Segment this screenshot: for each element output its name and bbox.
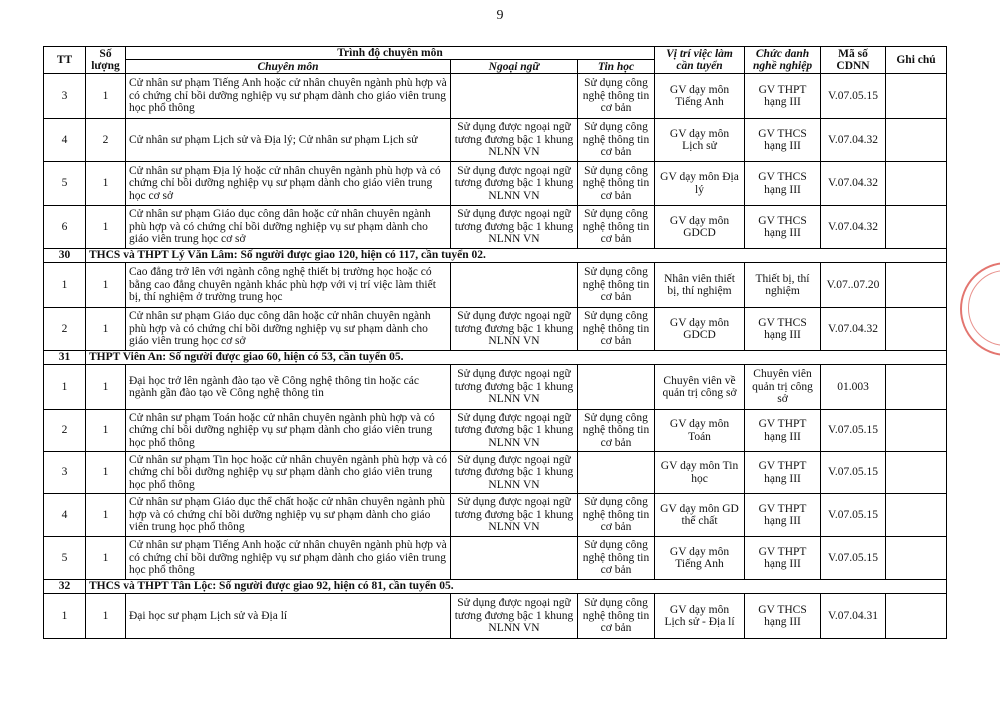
cell-tin-hoc: Sử dụng công nghệ thông tin cơ bản (578, 308, 655, 351)
cell-chuc-danh: GV THPT hạng III (745, 494, 821, 537)
section-row (44, 580, 947, 594)
cell-tt: 1 (44, 594, 86, 639)
cell-tin-hoc: Sử dụng công nghệ thông tin cơ bản (578, 263, 655, 308)
cell-vi-tri: GV dạy môn Địa lý (655, 162, 745, 206)
cell-vi-tri: GV dạy môn Lịch sử (655, 119, 745, 162)
cell-tin-hoc: Sử dụng công nghệ thông tin cơ bản (578, 74, 655, 119)
cell-chuyen-mon: Cử nhân sư phạm Tin học hoặc cử nhân chuyên ngành phù hợp và có chứng chỉ bồi dưỡng nghiệp vụ sư phạm dành cho giáo viên trung học phổ thông (126, 452, 451, 494)
cell-ghi-chu (886, 494, 947, 537)
cell-vi-tri: GV dạy môn GDCD (655, 308, 745, 351)
cell-tt: 5 (44, 537, 86, 580)
cell-vi-tri: GV dạy môn Tin học (655, 452, 745, 494)
cell-tt: 1 (44, 263, 86, 308)
cell-so-luong: 1 (86, 594, 126, 639)
table-row (44, 594, 947, 639)
cell-tt: 5 (44, 162, 86, 206)
cell-ngoai-ngu: Sử dụng được ngoại ngữ tương đương bậc 1 khung NLNN VN (451, 594, 578, 639)
cell-so-luong: 1 (86, 263, 126, 308)
cell-ma-so: V.07.04.32 (821, 308, 886, 351)
cell-chuc-danh: GV THPT hạng III (745, 74, 821, 119)
table-row (44, 263, 947, 308)
cell-tt: 4 (44, 494, 86, 537)
cell-chuc-danh: GV THCS hạng III (745, 308, 821, 351)
cell-ghi-chu (886, 162, 947, 206)
cell-tin-hoc: Sử dụng công nghệ thông tin cơ bản (578, 594, 655, 639)
cell-so-luong: 1 (86, 537, 126, 580)
table-row (44, 410, 947, 452)
table-row (44, 74, 947, 119)
header-ma-so: Mã số CDNN (821, 47, 886, 74)
cell-tt: 1 (44, 365, 86, 410)
cell-ngoai-ngu: Sử dụng được ngoại ngữ tương đương bậc 1 khung NLNN VN (451, 452, 578, 494)
cell-ngoai-ngu: Sử dụng được ngoại ngữ tương đương bậc 1 khung NLNN VN (451, 119, 578, 162)
cell-vi-tri: GV dạy môn Toán (655, 410, 745, 452)
cell-ngoai-ngu: Sử dụng được ngoại ngữ tương đương bậc 1 khung NLNN VN (451, 206, 578, 249)
cell-chuc-danh: GV THPT hạng III (745, 537, 821, 580)
section-number: 31 (44, 351, 86, 365)
cell-chuc-danh: GV THPT hạng III (745, 452, 821, 494)
header-ghi-chu: Ghi chú (886, 47, 947, 74)
cell-tt: 3 (44, 452, 86, 494)
cell-so-luong: 1 (86, 206, 126, 249)
cell-vi-tri: GV dạy môn Lịch sử - Địa lí (655, 594, 745, 639)
cell-tt: 6 (44, 206, 86, 249)
header-so-luong: Số lượng (86, 47, 126, 74)
cell-ghi-chu (886, 308, 947, 351)
cell-tin-hoc: Sử dụng công nghệ thông tin cơ bản (578, 206, 655, 249)
cell-chuc-danh: GV THCS hạng III (745, 206, 821, 249)
cell-chuc-danh: GV THCS hạng III (745, 162, 821, 206)
cell-ghi-chu (886, 74, 947, 119)
cell-so-luong: 1 (86, 162, 126, 206)
cell-ma-so: V.07.05.15 (821, 537, 886, 580)
cell-ghi-chu (886, 206, 947, 249)
header-trinh-do: Trình độ chuyên môn (126, 47, 655, 60)
cell-chuyen-mon: Cử nhân sư phạm Giáo dục thể chất hoặc cử nhân chuyên ngành phù hợp và có chứng chỉ bồi dưỡng nghiệp vụ sư phạm dành cho giáo viên trung học phổ thông (126, 494, 451, 537)
recruitment-table (43, 46, 947, 639)
table-row (44, 119, 947, 162)
cell-tin-hoc (578, 452, 655, 494)
table-body (44, 74, 947, 639)
cell-ma-so: V.07.04.31 (821, 594, 886, 639)
section-number: 30 (44, 249, 86, 263)
header-tin-hoc: Tin học (578, 60, 655, 74)
cell-tt: 2 (44, 410, 86, 452)
cell-chuc-danh: GV THCS hạng III (745, 594, 821, 639)
section-title: THCS và THPT Lý Văn Lâm: Số người được giao 120, hiện có 117, cần tuyển 02. (86, 249, 947, 263)
cell-chuyen-mon: Cử nhân sư phạm Giáo dục công dân hoặc cử nhân chuyên ngành phù hợp và có chứng chỉ bồi dưỡng nghiệp vụ sư phạm dành cho giáo viên trung học cơ sở (126, 206, 451, 249)
cell-ghi-chu (886, 537, 947, 580)
section-row (44, 351, 947, 365)
cell-chuc-danh: GV THPT hạng III (745, 410, 821, 452)
section-row (44, 249, 947, 263)
section-title: THCS và THPT Tân Lộc: Số người được giao 92, hiện có 81, cần tuyển 05. (86, 580, 947, 594)
cell-ngoai-ngu: Sử dụng được ngoại ngữ tương đương bậc 1 khung NLNN VN (451, 494, 578, 537)
cell-so-luong: 2 (86, 119, 126, 162)
cell-so-luong: 1 (86, 494, 126, 537)
cell-ma-so: V.07..07.20 (821, 263, 886, 308)
cell-vi-tri: GV dạy môn GDCD (655, 206, 745, 249)
cell-chuyen-mon: Đại học sư phạm Lịch sử và Địa lí (126, 594, 451, 639)
cell-tin-hoc: Sử dụng công nghệ thông tin cơ bản (578, 537, 655, 580)
cell-ghi-chu (886, 410, 947, 452)
cell-ngoai-ngu: Sử dụng được ngoại ngữ tương đương bậc 1 khung NLNN VN (451, 162, 578, 206)
cell-tin-hoc: Sử dụng công nghệ thông tin cơ bản (578, 494, 655, 537)
cell-tt: 4 (44, 119, 86, 162)
cell-vi-tri: GV dạy môn Tiếng Anh (655, 74, 745, 119)
cell-so-luong: 1 (86, 308, 126, 351)
cell-ngoai-ngu: Sử dụng được ngoại ngữ tương đương bậc 1 khung NLNN VN (451, 308, 578, 351)
cell-tin-hoc: Sử dụng công nghệ thông tin cơ bản (578, 410, 655, 452)
cell-tin-hoc: Sử dụng công nghệ thông tin cơ bản (578, 119, 655, 162)
cell-ghi-chu (886, 452, 947, 494)
cell-vi-tri: GV dạy môn Tiếng Anh (655, 537, 745, 580)
cell-ngoai-ngu (451, 537, 578, 580)
table-row (44, 162, 947, 206)
cell-ngoai-ngu: Sử dụng được ngoại ngữ tương đương bậc 1 khung NLNN VN (451, 410, 578, 452)
cell-ngoai-ngu: Sử dụng được ngoại ngữ tương đương bậc 1 khung NLNN VN (451, 365, 578, 410)
cell-chuyen-mon: Cử nhân sư phạm Giáo dục công dân hoặc cử nhân chuyên ngành phù hợp và có chứng chỉ bồi dưỡng nghiệp vụ sư phạm dành cho giáo viên trung học cơ sở (126, 308, 451, 351)
cell-chuyen-mon: Cử nhân sư phạm Lịch sử và Địa lý; Cử nhân sư phạm Lịch sử (126, 119, 451, 162)
cell-ma-so: V.07.05.15 (821, 452, 886, 494)
cell-chuyen-mon: Cử nhân sư phạm Toán hoặc cử nhân chuyên ngành phù hợp và có chứng chỉ bồi dưỡng nghiệp vụ sư phạm dành cho giáo viên trung học phổ thông (126, 410, 451, 452)
cell-ngoai-ngu (451, 74, 578, 119)
header-tt: TT (44, 47, 86, 74)
cell-so-luong: 1 (86, 74, 126, 119)
cell-vi-tri: Chuyên viên về quản trị công sở (655, 365, 745, 410)
cell-so-luong: 1 (86, 365, 126, 410)
cell-chuc-danh: Chuyên viên quản trị công sở (745, 365, 821, 410)
header-chuyen-mon: Chuyên môn (126, 60, 451, 74)
cell-ghi-chu (886, 594, 947, 639)
table-row (44, 537, 947, 580)
table-row (44, 206, 947, 249)
page-number: 9 (496, 8, 504, 23)
table-row (44, 452, 947, 494)
section-number: 32 (44, 580, 86, 594)
cell-tt: 3 (44, 74, 86, 119)
cell-tin-hoc (578, 365, 655, 410)
cell-ma-so: V.07.05.15 (821, 74, 886, 119)
table-row (44, 365, 947, 410)
header-vi-tri: Vị trí việc làm cần tuyển (655, 47, 745, 74)
cell-ma-so: V.07.05.15 (821, 494, 886, 537)
cell-ghi-chu (886, 365, 947, 410)
cell-chuc-danh: Thiết bị, thí nghiệm (745, 263, 821, 308)
cell-vi-tri: Nhân viên thiết bị, thí nghiệm (655, 263, 745, 308)
table-row (44, 308, 947, 351)
cell-ma-so: V.07.04.32 (821, 119, 886, 162)
cell-ma-so: V.07.04.32 (821, 162, 886, 206)
header-ngoai-ngu: Ngoại ngữ (451, 60, 578, 74)
cell-ghi-chu (886, 263, 947, 308)
cell-chuc-danh: GV THCS hạng III (745, 119, 821, 162)
cell-so-luong: 1 (86, 410, 126, 452)
cell-chuyen-mon: Đại học trở lên ngành đào tạo về Công nghệ thông tin hoặc các ngành gần đào tạo về Công nghệ thông tin (126, 365, 451, 410)
cell-chuyen-mon: Cử nhân sư phạm Địa lý hoặc cử nhân chuyên ngành phù hợp và có chứng chỉ bồi dưỡng nghiệp vụ sư phạm dành cho giáo viên trung học cơ sở (126, 162, 451, 206)
cell-vi-tri: GV dạy môn GD thể chất (655, 494, 745, 537)
cell-chuyen-mon: Cao đẳng trở lên với ngành công nghệ thiết bị trường học hoặc có bằng cao đẳng chuyên ngành khác phù hợp với vị trí việc làm thiết bị, thí nghiệm ở trường trung học (126, 263, 451, 308)
cell-ma-so: V.07.05.15 (821, 410, 886, 452)
cell-chuyen-mon: Cử nhân sư phạm Tiếng Anh hoặc cử nhân chuyên ngành phù hợp và có chứng chỉ bồi dưỡng nghiệp vụ sư phạm dành cho giáo viên trung học phổ thông (126, 74, 451, 119)
cell-ngoai-ngu (451, 263, 578, 308)
section-title: THPT Viên An: Số người được giao 60, hiện có 53, cần tuyển 05. (86, 351, 947, 365)
header-chuc-danh: Chức danh nghề nghiệp (745, 47, 821, 74)
cell-tt: 2 (44, 308, 86, 351)
cell-tin-hoc: Sử dụng công nghệ thông tin cơ bản (578, 162, 655, 206)
cell-ghi-chu (886, 119, 947, 162)
cell-ma-so: 01.003 (821, 365, 886, 410)
cell-so-luong: 1 (86, 452, 126, 494)
cell-ma-so: V.07.04.32 (821, 206, 886, 249)
cell-chuyen-mon: Cử nhân sư phạm Tiếng Anh hoặc cử nhân chuyên ngành phù hợp và có chứng chỉ bồi dưỡng nghiệp vụ sư phạm dành cho giáo viên trung học phổ thông (126, 537, 451, 580)
table-row (44, 494, 947, 537)
